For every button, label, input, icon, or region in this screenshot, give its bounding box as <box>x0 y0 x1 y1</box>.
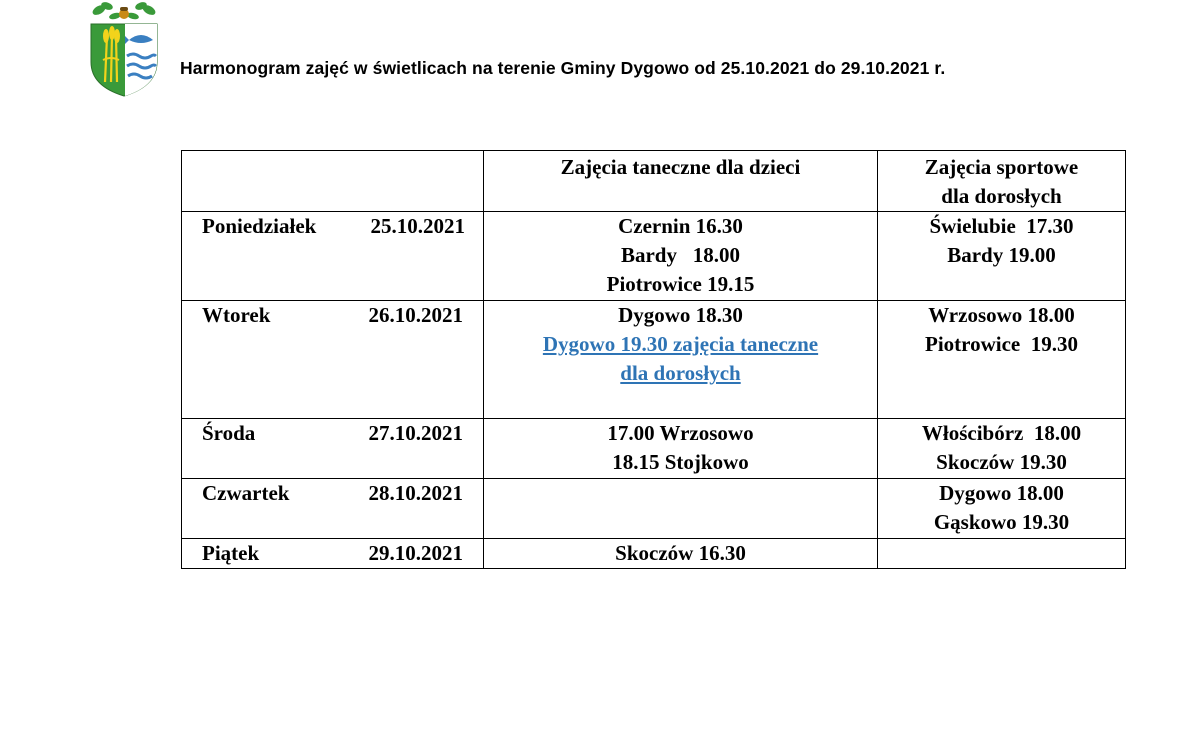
session-entry: Gąskowo 19.30 <box>933 510 1070 534</box>
day-name: Poniedziałek <box>202 214 317 238</box>
adults-sessions-cell <box>878 419 1126 479</box>
header-kids-dance <box>484 151 878 212</box>
session-entry: 17.00 Wrzosowo <box>607 421 754 445</box>
day-cell <box>182 479 484 539</box>
kids-sessions-cell <box>484 539 878 569</box>
day-date: 26.10.2021 <box>368 303 463 327</box>
adults-sessions-cell <box>878 212 1126 301</box>
session-entry: Skoczów 16.30 <box>615 541 746 565</box>
day-cell <box>182 301 484 419</box>
session-entry: Dygowo 18.30 <box>618 303 743 327</box>
kids-sessions-cell <box>484 301 878 419</box>
day-cell <box>182 419 484 479</box>
session-entry: Bardy 18.00 <box>620 243 740 267</box>
header-empty-cell <box>182 151 484 212</box>
session-entry: Skoczów 19.30 <box>936 450 1067 474</box>
coat-of-arms-icon <box>85 0 163 98</box>
fish-and-waves-icon <box>125 24 157 96</box>
session-entry: Świelubie 17.30 <box>929 214 1074 238</box>
header-adults-line: Zajęcia sportowe <box>924 155 1079 179</box>
adult-dance-link[interactable]: dla dorosłych <box>620 361 741 385</box>
kids-sessions-cell <box>484 419 878 479</box>
day-name: Czwartek <box>202 481 290 505</box>
schedule-table <box>181 150 1126 569</box>
document-title: Harmonogram zajęć w świetlicach na terenie Gminy Dygowo od 25.10.2021 do 29.10.2021 r. <box>180 58 946 78</box>
header-adults-line: dla dorosłych <box>941 184 1062 208</box>
table-row-monday <box>182 212 1126 301</box>
table-row-tuesday <box>182 301 1126 419</box>
header-kids-line: Zajęcia taneczne dla dzieci <box>560 155 801 179</box>
day-name: Środa <box>202 421 256 445</box>
oak-leaves-icon <box>91 1 157 21</box>
adult-dance-link[interactable]: Dygowo 19.30 zajęcia taneczne <box>542 332 819 356</box>
day-date: 27.10.2021 <box>368 421 463 445</box>
session-entry: Bardy 19.00 <box>947 243 1056 267</box>
table-row-wednesday <box>182 419 1126 479</box>
table-row-friday <box>182 539 1126 569</box>
adults-sessions-cell <box>878 479 1126 539</box>
session-entry: Piotrowice 19.15 <box>606 272 755 296</box>
session-entry: Piotrowice 19.30 <box>925 332 1078 356</box>
session-entry: Wrzosowo 18.00 <box>928 303 1075 327</box>
session-entry: 18.15 Stojkowo <box>612 450 749 474</box>
table-row-thursday <box>182 479 1126 539</box>
day-cell <box>182 212 484 301</box>
day-name: Wtorek <box>202 303 271 327</box>
header-adults-sport <box>878 151 1126 212</box>
wheat-icon <box>103 26 120 82</box>
session-entry: Dygowo 18.00 <box>939 481 1064 505</box>
adults-sessions-cell <box>878 301 1126 419</box>
kids-sessions-cell <box>484 212 878 301</box>
session-entry: Włościbórz 18.00 <box>921 421 1082 445</box>
day-date: 28.10.2021 <box>368 481 463 505</box>
day-date: 29.10.2021 <box>368 541 463 565</box>
day-date: 25.10.2021 <box>370 214 465 238</box>
day-cell <box>182 539 484 569</box>
day-name: Piątek <box>202 541 260 565</box>
session-entry: Czernin 16.30 <box>618 214 743 238</box>
kids-sessions-cell <box>484 479 878 539</box>
adults-sessions-cell <box>878 539 1126 569</box>
table-header-row <box>182 151 1126 212</box>
